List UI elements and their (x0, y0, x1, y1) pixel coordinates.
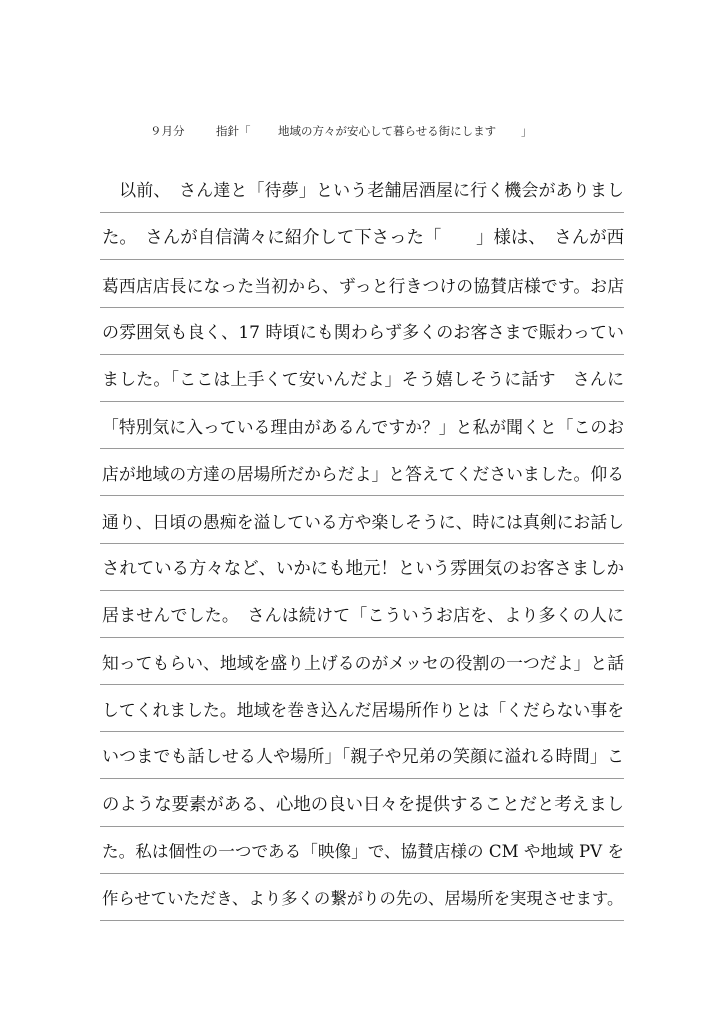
essay-line-text: 通り、日頃の愚痴を溢している方や楽しそうに、時には真剣にお話し (102, 511, 624, 532)
essay-line-text: 葛西店店長になった当初から、ずっと行きつけの協賛店様です。お店 (102, 275, 624, 296)
essay-line-text: されている方々など、いかにも地元！という雰囲気のお客さましか (102, 558, 624, 579)
essay-line-text: た。 さんが自信満々に紹介して下さった「 」様は、 さんが西 (102, 228, 624, 249)
essay-line-11 (100, 638, 624, 685)
essay-line-text: いつまでも話しせる人や場所」「親子や兄弟の笑顔に溢れる時間」こ (102, 747, 624, 768)
essay-line-text: してくれました。地域を巻き込んだ居場所作りとは「くだらない事を (102, 700, 624, 721)
essay-line-text: のような要素がある、心地の良い日々を提供することだと考えまし (102, 794, 624, 815)
essay-line-10 (100, 591, 624, 638)
essay-line-text: 店が地域の方達の居場所だからだよ」と答えてくださいました。仰る (102, 464, 624, 485)
header-close-bracket: 」 (521, 124, 533, 138)
essay-line-text: の雰囲気も良く、17 時頃にも関わらず多くのお客さまで賑わってい (102, 322, 624, 343)
essay-body (100, 166, 624, 921)
essay-line-2 (100, 213, 624, 260)
essay-line-8 (100, 496, 624, 543)
essay-line-12 (100, 685, 624, 732)
essay-line-text: た。私は個性の一つである「映像」で、協賛店様の CM や地域 PV を (102, 841, 624, 861)
essay-line-6 (100, 402, 624, 449)
essay-line-13 (100, 732, 624, 779)
header-month: ９月分 (150, 124, 185, 138)
essay-line-text: ました。「ここは上手くて安いんだよ」そう嬉しそうに話す さんに (102, 369, 624, 390)
essay-line-5 (100, 355, 624, 402)
essay-line-7 (100, 449, 624, 496)
essay-line-1 (100, 166, 624, 213)
essay-line-4 (100, 308, 624, 355)
essay-line-text: 「特別気に入っている理由があるんですか？」と私が聞くと「このお (102, 417, 624, 438)
essay-line-14 (100, 779, 624, 826)
essay-line-9 (100, 544, 624, 591)
essay-line-15 (100, 827, 624, 874)
essay-line-3 (100, 260, 624, 307)
essay-line-16 (100, 874, 624, 921)
essay-line-text: 以前、 さん達と「待夢」という老舗居酒屋に行く機会がありまし (102, 181, 624, 202)
essay-line-text: 居ませんでした。 さんは続けて「こういうお店を、より多くの人に (102, 605, 624, 626)
header-motto: 地域の方々が安心して暮らせる街にします (278, 124, 497, 138)
essay-line-text: 作らせていただき、より多くの繋がりの先の、居場所を実現させます。 (102, 889, 624, 908)
document-header (0, 118, 724, 142)
header-guideline-label: 指針「 (216, 124, 251, 138)
essay-line-text: 知ってもらい、地域を盛り上げるのがメッセの役割の一つだよ」と話 (102, 653, 624, 674)
